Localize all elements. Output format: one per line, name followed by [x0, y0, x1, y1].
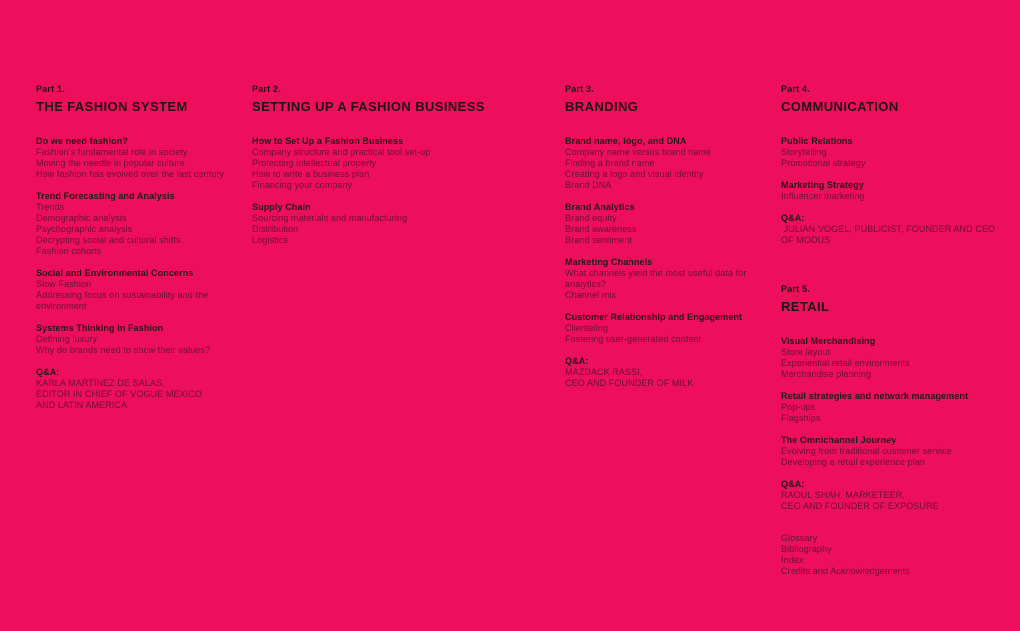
part-label: Part 2. [252, 84, 281, 94]
part-sections [781, 136, 1006, 246]
toc-entry: Brand awareness [565, 224, 637, 234]
section-heading: Marketing Channels [565, 257, 653, 267]
toc-entry: Why do brands need to show their values? [36, 345, 211, 355]
part-title: THE FASHION SYSTEM [36, 99, 188, 114]
toc-section [781, 136, 1006, 169]
toc-entry: Creating a logo and visual identity [565, 169, 704, 179]
toc-entry: Merchandise planning [781, 369, 872, 379]
toc-entry: Psychographic analysis [36, 224, 133, 234]
toc-column-1 [36, 84, 236, 422]
toc-entry: RAOUL SHAH, MARKETEER, [781, 490, 905, 500]
toc-section [36, 191, 236, 257]
toc-entry: Demographic analysis [36, 213, 127, 223]
toc-entry: Defining luxury [36, 334, 98, 344]
toc-section [36, 136, 236, 180]
section-heading: Customer Relationship and Engagement [565, 312, 743, 322]
toc-entry: Fostering user-generated content [565, 334, 702, 344]
toc-section [781, 479, 1006, 512]
toc-entry: Channel mix [565, 290, 617, 300]
section-heading: Brand name, logo, and DNA [565, 136, 687, 146]
toc-section [781, 213, 1006, 246]
part-title: RETAIL [781, 299, 830, 314]
section-heading: Q&A: [565, 356, 589, 366]
part-title: SETTING UP A FASHION BUSINESS [252, 99, 485, 114]
toc-entry: Brand DNA [565, 180, 612, 190]
toc-entry: AND LATIN AMERICA [36, 400, 128, 410]
toc-entry: CEO AND FOUNDER OF EXPOSURE [781, 501, 939, 511]
toc-section [252, 202, 482, 246]
section-heading: Q&A: [36, 367, 60, 377]
toc-part-part-1 [36, 84, 236, 411]
toc-section [781, 435, 1006, 468]
toc-entry: KARLA MARTINEZ DE SALAS, [36, 378, 165, 388]
toc-entry: Storytelling [781, 147, 827, 157]
toc-entry: MAZDACK RASSI, [565, 367, 643, 377]
toc-entry: OF MODUS [781, 235, 831, 245]
toc-entry: CEO AND FOUNDER OF MILK [565, 378, 694, 388]
toc-entry: Sourcing materials and manufacturing [252, 213, 408, 223]
section-heading: Social and Environmental Concerns [36, 268, 194, 278]
toc-section [565, 356, 770, 389]
part-sections [36, 136, 236, 411]
section-heading: Q&A: [781, 213, 805, 223]
section-heading: Trend Forecasting and Analysis [36, 191, 175, 201]
toc-entry: Brand equity [565, 213, 617, 223]
toc-entry: Addressing focus on sustainability and the environment [36, 290, 211, 311]
toc-column-4 [781, 84, 1006, 577]
toc-entry: Finding a brand name [565, 158, 655, 168]
toc-entry: Fashion cohorts [36, 246, 102, 256]
part-label: Part 3. [565, 84, 594, 94]
toc-part-part-3 [565, 84, 770, 389]
toc-entry: Pop-ups [781, 402, 816, 412]
section-heading: Q&A: [781, 479, 805, 489]
toc-section [565, 202, 770, 246]
toc-entry: Store layout [781, 347, 831, 357]
toc-entry: Financing your company [252, 180, 353, 190]
end-matter-list [781, 533, 1006, 577]
toc-entry: Distribution [252, 224, 299, 234]
section-heading: Marketing Strategy [781, 180, 864, 190]
end-matter-entry: Credits and Acknowledgements [781, 566, 910, 576]
part-sections [252, 136, 482, 246]
toc-section [781, 391, 1006, 424]
toc-entry: Moving the needle in popular culture [36, 158, 185, 168]
section-heading: Retail strategies and network management [781, 391, 969, 401]
toc-entry: Influencer marketing [781, 191, 865, 201]
toc-entry: How to write a business plan [252, 169, 370, 179]
part-title: COMMUNICATION [781, 99, 899, 114]
toc-entry: Slow Fashion [36, 279, 92, 289]
toc-entry: EDITOR IN CHIEF OF VOGUE MEXICO [36, 389, 202, 399]
toc-entry: Decrypting social and cultural shifts [36, 235, 181, 245]
toc-entry: What channels yield the most useful data for analytics? [565, 268, 750, 289]
section-heading: Supply Chain [252, 202, 311, 212]
section-heading: Public Relations [781, 136, 853, 146]
toc-entry: JULIAN VOGEL, PUBLICIST, FOUNDER AND CEO [781, 224, 996, 234]
section-heading: Systems Thinking in Fashion [36, 323, 164, 333]
part-title: BRANDING [565, 99, 639, 114]
toc-column-3 [565, 84, 770, 400]
toc-entry: Experiential retail environments [781, 358, 910, 368]
part-label: Part 5. [781, 284, 810, 294]
toc-section [781, 180, 1006, 202]
toc-part-part-4 [781, 84, 1006, 246]
toc-section [36, 268, 236, 312]
part-sections [781, 336, 1006, 512]
toc-section [252, 136, 482, 191]
toc-section [781, 336, 1006, 380]
toc-section [36, 367, 236, 411]
part-label: Part 1. [36, 84, 65, 94]
section-heading: Brand Analytics [565, 202, 635, 212]
end-matter-entry: Index [781, 555, 804, 565]
toc-entry: Developing a retail experience plan [781, 457, 926, 467]
toc-entry: Company name versus brand name [565, 147, 712, 157]
toc-section [565, 257, 770, 301]
toc-section [565, 136, 770, 191]
toc-entry: Clienteling [565, 323, 609, 333]
section-heading: Do we need fashion? [36, 136, 128, 146]
end-matter-entry: Glossary [781, 533, 818, 543]
toc-entry: How fashion has evolved over the last century [36, 169, 225, 179]
part-sections [565, 136, 770, 389]
section-heading: How to Set Up a Fashion Business [252, 136, 404, 146]
toc-entry: Fashion's fundamental role in society [36, 147, 188, 157]
toc-entry: Flagships [781, 413, 821, 423]
toc-section [36, 323, 236, 356]
toc-entry: Trends [36, 202, 65, 212]
toc-entry: Promotional strategy [781, 158, 866, 168]
toc-column-2 [252, 84, 485, 257]
toc-part-part-5 [781, 284, 1006, 512]
toc-section [565, 312, 770, 345]
toc-entry: Protecting intellectual property [252, 158, 377, 168]
end-matter-entry: Bibliography [781, 544, 832, 554]
toc-part-part-2 [252, 84, 485, 246]
section-heading: The Omnichannel Journey [781, 435, 897, 445]
toc-entry: Brand sentiment [565, 235, 633, 245]
toc-entry: Company structure and practical tool set-up [252, 147, 431, 157]
part-label: Part 4. [781, 84, 810, 94]
toc-entry: Logistics [252, 235, 288, 245]
toc-entry: Evolving from traditional customer service [781, 446, 952, 456]
section-heading: Visual Merchandising [781, 336, 876, 346]
